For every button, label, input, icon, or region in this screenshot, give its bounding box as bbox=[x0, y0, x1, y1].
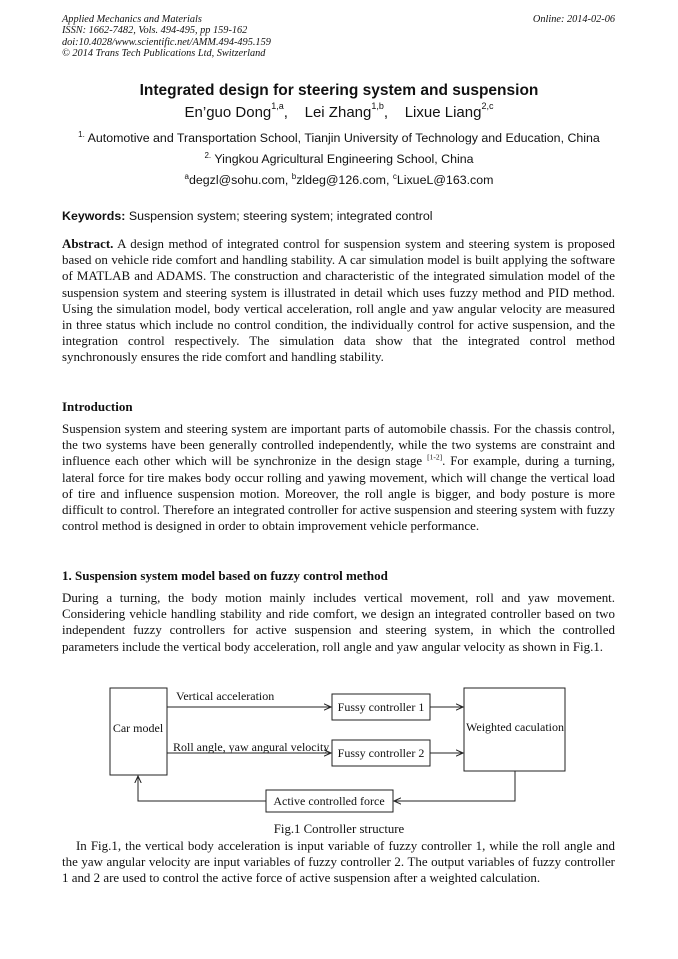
fuzzy-controller-2-label: Fussy controller 2 bbox=[337, 746, 425, 760]
online-date: Online: 2014-02-06 bbox=[532, 14, 615, 25]
doi-line: doi:10.4028/www.scientific.net/AMM.494-495.159 bbox=[62, 36, 271, 48]
roll-yaw-label: Roll angle, yaw angural velocity bbox=[173, 740, 330, 754]
author-name: Lei Zhang bbox=[304, 104, 372, 121]
author-separator: , bbox=[283, 104, 288, 121]
author-affil-mark: 2,c bbox=[481, 101, 494, 111]
introduction-text-cont: . For example, during a turning, lateral force for tire makes body occur rolling and yawing movement, which will change the vertical load of tire and influence suspension motion. Moreover, the roll angle is bigger, and body posture is more difficult to control. Therefore an integrated controller for active suspension and steering system with fuzzy control method is designed in order to obtain improvement vehicle performance. bbox=[62, 453, 615, 534]
figure-description-paragraph: In Fig.1, the vertical body acceleration is input variable of fuzzy controller 1, while the roll angle and the yaw angular velocity are input variables of fuzzy controller 2. The output variables of fuzzy controller 1 and 2 are used to control the active force of active suspension after a weighted calculation. bbox=[62, 838, 615, 886]
active-force-label: Active controlled force bbox=[273, 794, 385, 808]
affiliation-text: Automotive and Transportation School, Tianjin University of Technology and Education, China bbox=[87, 131, 600, 146]
weighted-calculation-label: Weighted caculation bbox=[466, 720, 564, 734]
keywords-label: Keywords: bbox=[62, 209, 126, 223]
author-name: En’guo Dong bbox=[184, 104, 272, 121]
abstract-text: A design method of integrated control for suspension system and steering system is proposed based on vehicle ride comfort and handling stability. A car simulation model is built applying the software of MATLAB and ADAMS. The construction and characteristic of the integrated simulation model of the suspension system and steering system is illustrated in detail which uses fuzzy method and PID method. Using the simulation model, body vertical acceleration, roll angle and yaw angular velocity are measured in three status which include no control condition, the individually control for active suspension, and the integration control respectively. The simulation data show that the integrated control method synchronously ensures the ride comfort and handling stability. bbox=[62, 236, 615, 365]
introduction-text: Suspension system and steering system are important parts of automobile chassis. For the chassis control, the two systems have been generally controlled independently, while the two systems are constraint and influence each other which will be synchronize in the design stage bbox=[62, 421, 615, 469]
email-mark: b bbox=[291, 172, 297, 181]
fuzzy-controller-1-label: Fussy controller 1 bbox=[337, 700, 425, 714]
author-affil-mark: 1,b bbox=[371, 101, 384, 111]
copyright-line: © 2014 Trans Tech Publications Ltd, Switzerland bbox=[62, 48, 266, 60]
force-to-car-arrow bbox=[138, 776, 266, 801]
email-address: degzl@sohu.com, bbox=[188, 173, 292, 188]
affiliation-text: Yingkou Agricultural Engineering School, China bbox=[214, 152, 474, 167]
paper-title: Integrated design for steering system and suspension bbox=[139, 82, 539, 99]
citation-ref: [1-2] bbox=[427, 453, 443, 463]
section-1-heading: 1. Suspension system model based on fuzzy control method bbox=[62, 568, 388, 583]
author-separator: , bbox=[383, 104, 389, 121]
journal-name: Applied Mechanics and Materials bbox=[62, 14, 202, 25]
email-address: LixueL@163.com bbox=[396, 173, 494, 188]
email-mark: c bbox=[392, 172, 397, 181]
introduction-heading: Introduction bbox=[62, 399, 133, 414]
author-name: Lixue Liang bbox=[404, 104, 482, 121]
weighted-to-force-arrow bbox=[394, 771, 515, 801]
car-model-label: Car model bbox=[112, 721, 164, 735]
figure-caption: Fig.1 Controller structure bbox=[273, 822, 405, 836]
affiliation-mark: 1. bbox=[78, 130, 85, 139]
vertical-acceleration-label: Vertical acceleration bbox=[176, 689, 275, 703]
section-1-paragraph: During a turning, the body motion mainly includes vertical movement, roll and yaw movement. Considering vehicle handling stability and ride comfort, we design an integrated controller based on two independent fuzzy controllers for active suspension and steering system, in which the controlled parameters include the vertical body acceleration, roll angle and yaw angular velocity as shown in Fig.1. bbox=[62, 590, 615, 654]
issn-line: ISSN: 1662-7482, Vols. 494-495, pp 159-162 bbox=[62, 25, 248, 37]
email-mark: a bbox=[184, 172, 189, 181]
email-address: zldeg@126.com, bbox=[296, 173, 393, 188]
affiliation-mark: 2. bbox=[204, 151, 212, 160]
keywords-text: Suspension system; steering system; integrated control bbox=[128, 209, 433, 223]
author-affil-mark: 1,a bbox=[271, 101, 284, 111]
abstract-label: Abstract. bbox=[62, 236, 114, 251]
